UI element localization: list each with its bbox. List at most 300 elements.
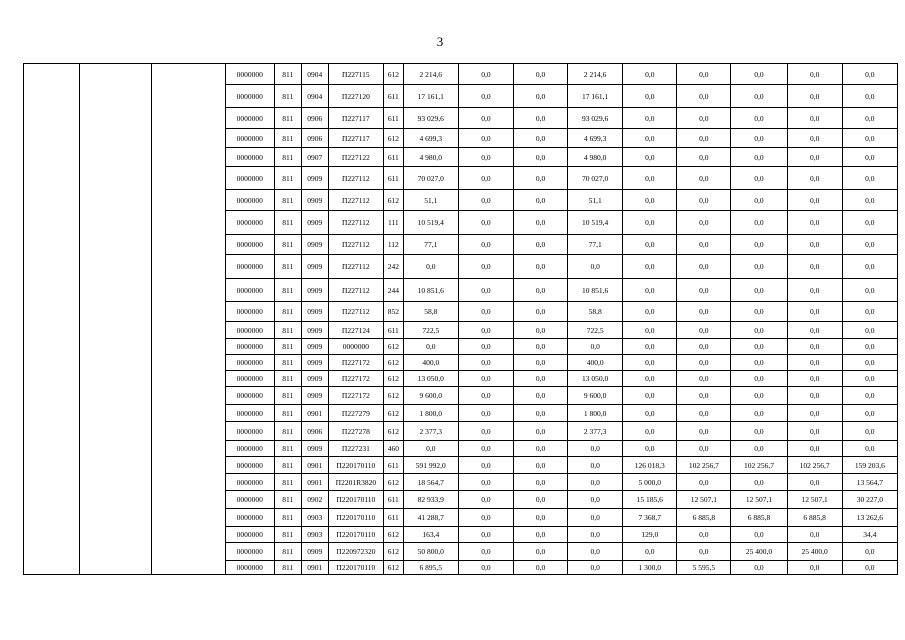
table-cell: 0909 xyxy=(301,235,328,255)
table-cell: 0,0 xyxy=(623,422,677,441)
table-cell: 0,0 xyxy=(677,211,731,235)
table-cell: 811 xyxy=(274,457,301,474)
table-cell: 0909 xyxy=(301,339,328,355)
table-cell: 0,0 xyxy=(842,322,897,339)
table-cell: 0,0 xyxy=(513,322,567,339)
table-cell: 0,0 xyxy=(787,255,842,279)
table-cell: 0,0 xyxy=(731,148,787,167)
table-cell: 0,0 xyxy=(458,527,513,543)
table-cell: 0,0 xyxy=(568,491,623,509)
table-cell: 0,0 xyxy=(677,85,731,108)
table-cell: 612 xyxy=(383,371,403,387)
table-cell: 0,0 xyxy=(731,108,787,129)
table-cell: 811 xyxy=(274,441,301,457)
table-cell: 30 227,0 xyxy=(842,491,897,509)
table-cell: 0,0 xyxy=(568,441,623,457)
table-cell: 0000000 xyxy=(225,387,274,405)
table-cell: 811 xyxy=(274,405,301,422)
table-cell: 0,0 xyxy=(787,422,842,441)
table-cell: 0,0 xyxy=(787,474,842,491)
table-cell: 0,0 xyxy=(842,302,897,322)
table-cell: 0,0 xyxy=(842,64,897,85)
table-cell: 13 262,6 xyxy=(842,509,897,527)
table-cell: 13 050,0 xyxy=(403,371,458,387)
table-cell: 0,0 xyxy=(731,474,787,491)
table-cell: 0,0 xyxy=(513,255,567,279)
table-cell: 0,0 xyxy=(787,190,842,211)
table-cell: 0,0 xyxy=(513,190,567,211)
table-cell: 0,0 xyxy=(458,509,513,527)
table-cell: 0,0 xyxy=(458,387,513,405)
table-cell: 0,0 xyxy=(458,339,513,355)
table-cell: 0,0 xyxy=(787,85,842,108)
blank-column-cell xyxy=(80,64,152,575)
table-cell: 722,5 xyxy=(568,322,623,339)
table-cell: 0901 xyxy=(301,457,328,474)
table-cell: 0906 xyxy=(301,129,328,148)
table-cell: 0,0 xyxy=(458,255,513,279)
table-cell: 0901 xyxy=(301,561,328,575)
table-cell: 0,0 xyxy=(677,355,731,371)
table-cell: П227172 xyxy=(328,355,383,371)
table-cell: 10 851,6 xyxy=(568,279,623,302)
table-cell: 12 507,1 xyxy=(787,491,842,509)
table-cell: 811 xyxy=(274,302,301,322)
table-cell: 0000000 xyxy=(225,211,274,235)
table-cell: 0909 xyxy=(301,322,328,339)
table-cell: 0,0 xyxy=(677,302,731,322)
table-cell: 0,0 xyxy=(787,211,842,235)
table-cell: 0,0 xyxy=(677,255,731,279)
table-cell: 0,0 xyxy=(731,85,787,108)
table-cell: 82 933,9 xyxy=(403,491,458,509)
table-cell: 0,0 xyxy=(787,302,842,322)
table-cell: 0,0 xyxy=(842,561,897,575)
table-cell: 611 xyxy=(383,108,403,129)
table-cell: 159 203,6 xyxy=(842,457,897,474)
table-cell: 0,0 xyxy=(842,355,897,371)
table-cell: 0909 xyxy=(301,190,328,211)
table-cell: 4 699,3 xyxy=(568,129,623,148)
table-cell: 0904 xyxy=(301,85,328,108)
table-cell: 0,0 xyxy=(458,190,513,211)
table-cell: 9 600,0 xyxy=(403,387,458,405)
table-cell: 612 xyxy=(383,561,403,575)
table-cell: 51,1 xyxy=(403,190,458,211)
table-cell: 0,0 xyxy=(623,108,677,129)
table-cell: 0000000 xyxy=(225,64,274,85)
table-cell: 0,0 xyxy=(623,339,677,355)
table-cell: 0000000 xyxy=(225,474,274,491)
table-cell: П227117 xyxy=(328,129,383,148)
table-cell: 70 027,0 xyxy=(568,167,623,190)
table-cell: П227124 xyxy=(328,322,383,339)
table-cell: 0901 xyxy=(301,474,328,491)
table-cell: 611 xyxy=(383,85,403,108)
table-cell: П227122 xyxy=(328,148,383,167)
table-cell: 0,0 xyxy=(787,322,842,339)
table-cell: 0904 xyxy=(301,64,328,85)
table-cell: 612 xyxy=(383,527,403,543)
table-cell: 0909 xyxy=(301,167,328,190)
table-cell: 0,0 xyxy=(458,64,513,85)
table-cell: 0,0 xyxy=(623,64,677,85)
table-cell: 0,0 xyxy=(677,441,731,457)
table-cell: 18 564,7 xyxy=(403,474,458,491)
table-cell: 0,0 xyxy=(403,339,458,355)
table-cell: 0000000 xyxy=(225,167,274,190)
table-cell: 0,0 xyxy=(568,339,623,355)
table-cell: П220972320 xyxy=(328,543,383,561)
table-cell: 126 018,3 xyxy=(623,457,677,474)
table-cell: П227112 xyxy=(328,279,383,302)
table-cell: 102 256,7 xyxy=(787,457,842,474)
table-cell: 0,0 xyxy=(677,129,731,148)
table-cell: П220170110 xyxy=(328,509,383,527)
table-cell: 612 xyxy=(383,405,403,422)
table-cell: 0000000 xyxy=(225,355,274,371)
table-cell: 0,0 xyxy=(731,441,787,457)
table-cell: 0,0 xyxy=(731,371,787,387)
table-cell: 591 992,0 xyxy=(403,457,458,474)
table-cell: 612 xyxy=(383,129,403,148)
table-cell: 0,0 xyxy=(677,279,731,302)
table-cell: 13 050,0 xyxy=(568,371,623,387)
table-cell: 0,0 xyxy=(623,543,677,561)
table-cell: 6 885,8 xyxy=(787,509,842,527)
table-cell: 0,0 xyxy=(787,405,842,422)
table-cell: 0909 xyxy=(301,441,328,457)
table-cell: П220170110 xyxy=(328,491,383,509)
table-cell: 0,0 xyxy=(513,129,567,148)
table-cell: 0909 xyxy=(301,371,328,387)
table-cell: 722,5 xyxy=(403,322,458,339)
table-cell: 0,0 xyxy=(731,339,787,355)
table-cell: 25 400,0 xyxy=(787,543,842,561)
table-cell: 0,0 xyxy=(513,527,567,543)
table-cell: 0000000 xyxy=(225,339,274,355)
table-cell: 0,0 xyxy=(623,211,677,235)
table-cell: 0,0 xyxy=(568,255,623,279)
table-cell: 0,0 xyxy=(787,167,842,190)
table-cell: 0,0 xyxy=(623,85,677,108)
table-cell: 0,0 xyxy=(458,302,513,322)
table-cell: 0,0 xyxy=(842,339,897,355)
table-cell: 0,0 xyxy=(787,339,842,355)
table-cell: 811 xyxy=(274,108,301,129)
table-cell: 0,0 xyxy=(623,148,677,167)
table-cell: 41 288,7 xyxy=(403,509,458,527)
table-cell: П227278 xyxy=(328,422,383,441)
table-cell: 0,0 xyxy=(842,422,897,441)
table-cell: 0,0 xyxy=(787,371,842,387)
table-cell: 612 xyxy=(383,474,403,491)
table-cell: 0,0 xyxy=(731,322,787,339)
table-cell: 5 595,5 xyxy=(677,561,731,575)
table-cell: 811 xyxy=(274,64,301,85)
table-cell: 0000000 xyxy=(328,339,383,355)
table-cell: 0,0 xyxy=(677,339,731,355)
table-cell: 0,0 xyxy=(403,441,458,457)
table-cell: 0,0 xyxy=(513,64,567,85)
table-cell: 0,0 xyxy=(458,167,513,190)
table-cell: 7 368,7 xyxy=(623,509,677,527)
table-cell: 811 xyxy=(274,322,301,339)
table-cell: 0909 xyxy=(301,387,328,405)
table-cell: 0000000 xyxy=(225,457,274,474)
table-cell: 0,0 xyxy=(787,355,842,371)
table-cell: 12 507,1 xyxy=(677,491,731,509)
table-cell: 0,0 xyxy=(458,422,513,441)
table-cell: 0,0 xyxy=(568,457,623,474)
table-cell: 0,0 xyxy=(458,279,513,302)
table-cell: 0,0 xyxy=(623,371,677,387)
table-cell: 13 564,7 xyxy=(842,474,897,491)
table-cell: 811 xyxy=(274,561,301,575)
table-cell: 0,0 xyxy=(458,148,513,167)
table-cell: 9 600,0 xyxy=(568,387,623,405)
table-cell: 0,0 xyxy=(513,355,567,371)
table-cell: 611 xyxy=(383,322,403,339)
table-cell: П227117 xyxy=(328,108,383,129)
table-cell: 0,0 xyxy=(513,491,567,509)
table-cell: 0902 xyxy=(301,491,328,509)
table-cell: 0906 xyxy=(301,422,328,441)
table-cell: 0,0 xyxy=(458,371,513,387)
table-cell: 2 214,6 xyxy=(568,64,623,85)
table-cell: 0000000 xyxy=(225,302,274,322)
table-cell: 0000000 xyxy=(225,371,274,387)
table-cell: 0,0 xyxy=(842,441,897,457)
table-cell: 1 300,0 xyxy=(623,561,677,575)
table-cell: 612 xyxy=(383,355,403,371)
table-cell: 0,0 xyxy=(842,405,897,422)
table-cell: 0,0 xyxy=(677,64,731,85)
table-cell: 612 xyxy=(383,64,403,85)
table-cell: 6 885,8 xyxy=(731,509,787,527)
table-cell: 811 xyxy=(274,339,301,355)
table-cell: 0,0 xyxy=(623,322,677,339)
table-cell: 0,0 xyxy=(842,129,897,148)
table-cell: 0,0 xyxy=(677,422,731,441)
table-cell: 0,0 xyxy=(513,561,567,575)
table-cell: 0,0 xyxy=(787,561,842,575)
blank-column-cell xyxy=(24,64,80,575)
table-cell: 58,8 xyxy=(568,302,623,322)
table-cell: 0000000 xyxy=(225,543,274,561)
table-cell: 2 377,3 xyxy=(403,422,458,441)
table-cell: 0909 xyxy=(301,255,328,279)
table-cell: 0909 xyxy=(301,302,328,322)
table-cell: 0,0 xyxy=(677,148,731,167)
table-cell: 0,0 xyxy=(458,355,513,371)
table-cell: 17 161,1 xyxy=(403,85,458,108)
table-cell: 0000000 xyxy=(225,441,274,457)
table-cell: 0,0 xyxy=(677,371,731,387)
table-cell: П227120 xyxy=(328,85,383,108)
table-cell: 0,0 xyxy=(458,457,513,474)
table-cell: 163,4 xyxy=(403,527,458,543)
table-cell: 0000000 xyxy=(225,190,274,211)
table-cell: 0,0 xyxy=(842,255,897,279)
table-cell: 0,0 xyxy=(513,387,567,405)
table-cell: 242 xyxy=(383,255,403,279)
table-cell: 2 377,3 xyxy=(568,422,623,441)
table-cell: 0,0 xyxy=(458,405,513,422)
table-cell: 0,0 xyxy=(623,355,677,371)
table-cell: 0,0 xyxy=(731,255,787,279)
table-cell: 0,0 xyxy=(403,255,458,279)
table-cell: 0,0 xyxy=(731,190,787,211)
table-cell: 0,0 xyxy=(513,405,567,422)
table-cell: 0,0 xyxy=(787,387,842,405)
table-cell: 6 895,5 xyxy=(403,561,458,575)
table-cell: 77,1 xyxy=(403,235,458,255)
table-cell: 0,0 xyxy=(787,64,842,85)
table-cell: П220170110 xyxy=(328,527,383,543)
table-cell: 0,0 xyxy=(513,211,567,235)
table-cell: 10 851,6 xyxy=(403,279,458,302)
table-cell: 611 xyxy=(383,509,403,527)
table-cell: 51,1 xyxy=(568,190,623,211)
table-cell: 111 xyxy=(383,211,403,235)
table-cell: 0,0 xyxy=(623,405,677,422)
table-cell: 0,0 xyxy=(458,474,513,491)
table-cell: 5 000,0 xyxy=(623,474,677,491)
table-cell: 0,0 xyxy=(842,543,897,561)
table-cell: 0,0 xyxy=(458,561,513,575)
table-cell: 0000000 xyxy=(225,235,274,255)
table-cell: 0,0 xyxy=(513,422,567,441)
table-cell: 0,0 xyxy=(731,129,787,148)
table-cell: 0,0 xyxy=(787,129,842,148)
table-cell: 811 xyxy=(274,235,301,255)
table-cell: 611 xyxy=(383,167,403,190)
table-cell: 102 256,7 xyxy=(677,457,731,474)
table-cell: 0,0 xyxy=(568,543,623,561)
table-cell: 811 xyxy=(274,422,301,441)
table-cell: 0,0 xyxy=(513,474,567,491)
table-cell: 612 xyxy=(383,422,403,441)
table-cell: 0,0 xyxy=(623,279,677,302)
table-cell: 0,0 xyxy=(677,108,731,129)
table-cell: 0,0 xyxy=(731,279,787,302)
table-cell: 0,0 xyxy=(568,527,623,543)
table-cell: 0,0 xyxy=(731,355,787,371)
table-cell: 0,0 xyxy=(677,322,731,339)
table-cell: П227231 xyxy=(328,441,383,457)
table-cell: 811 xyxy=(274,355,301,371)
table-cell: 0000000 xyxy=(225,527,274,543)
table-cell: 0,0 xyxy=(787,108,842,129)
table-cell: 0000000 xyxy=(225,561,274,575)
table-cell: 0909 xyxy=(301,543,328,561)
table-cell: 0,0 xyxy=(787,527,842,543)
table-cell: 70 027,0 xyxy=(403,167,458,190)
table-cell: 0,0 xyxy=(623,255,677,279)
table-cell: 0,0 xyxy=(787,441,842,457)
table-cell: 0,0 xyxy=(677,474,731,491)
budget-table xyxy=(23,63,898,575)
table-cell: 0,0 xyxy=(513,441,567,457)
table-cell: 0,0 xyxy=(731,405,787,422)
table-cell: 0,0 xyxy=(842,108,897,129)
table-cell: 10 519,4 xyxy=(568,211,623,235)
table-cell: 1 800,0 xyxy=(568,405,623,422)
table-cell: 15 185,6 xyxy=(623,491,677,509)
table-cell: 811 xyxy=(274,543,301,561)
table-cell: П2201R3820 xyxy=(328,474,383,491)
table-cell: 811 xyxy=(274,474,301,491)
table-cell: 12 507,1 xyxy=(731,491,787,509)
table-cell: 811 xyxy=(274,255,301,279)
table-cell: 460 xyxy=(383,441,403,457)
table-cell: 0000000 xyxy=(225,422,274,441)
table-cell: 2 214,6 xyxy=(403,64,458,85)
table-cell: 0,0 xyxy=(458,235,513,255)
table-cell: 0,0 xyxy=(513,167,567,190)
table-cell: П227112 xyxy=(328,302,383,322)
table-cell: 0,0 xyxy=(458,322,513,339)
table-cell: 811 xyxy=(274,148,301,167)
table-cell: П227112 xyxy=(328,235,383,255)
table-cell: 0,0 xyxy=(787,148,842,167)
table-cell: 0,0 xyxy=(458,85,513,108)
table-cell: 25 400,0 xyxy=(731,543,787,561)
blank-column-cell xyxy=(151,64,225,575)
table-cell: 612 xyxy=(383,339,403,355)
table-cell: 0,0 xyxy=(731,235,787,255)
table-cell: 0,0 xyxy=(731,211,787,235)
table-cell: 0,0 xyxy=(677,387,731,405)
table-cell: 0,0 xyxy=(513,371,567,387)
table-cell: 0901 xyxy=(301,405,328,422)
table-cell: 811 xyxy=(274,190,301,211)
table-cell: 0,0 xyxy=(513,543,567,561)
table-cell: 612 xyxy=(383,543,403,561)
table-cell: 0000000 xyxy=(225,279,274,302)
table-cell: 0000000 xyxy=(225,85,274,108)
table-cell: 93 029,6 xyxy=(568,108,623,129)
table-cell: 0000000 xyxy=(225,148,274,167)
table-cell: 0903 xyxy=(301,527,328,543)
table-cell: 0,0 xyxy=(731,167,787,190)
table-cell: П227112 xyxy=(328,167,383,190)
table-cell: 1 800,0 xyxy=(403,405,458,422)
table-cell: П227112 xyxy=(328,211,383,235)
table-cell: 0,0 xyxy=(513,339,567,355)
table-cell: П227112 xyxy=(328,190,383,211)
table-cell: 4 980,0 xyxy=(403,148,458,167)
table-cell: 811 xyxy=(274,279,301,302)
table-cell: 0,0 xyxy=(731,387,787,405)
table-cell: 0903 xyxy=(301,509,328,527)
table-cell: 0,0 xyxy=(677,527,731,543)
table-cell: 0906 xyxy=(301,108,328,129)
table-cell: 0,0 xyxy=(842,371,897,387)
table-cell: 0,0 xyxy=(677,405,731,422)
table-cell: 400,0 xyxy=(403,355,458,371)
table-cell: 112 xyxy=(383,235,403,255)
table-cell: 93 029,6 xyxy=(403,108,458,129)
table-cell: 811 xyxy=(274,491,301,509)
table-cell: 0,0 xyxy=(623,302,677,322)
table-cell: 77,1 xyxy=(568,235,623,255)
table-cell: 611 xyxy=(383,148,403,167)
table-cell: 811 xyxy=(274,509,301,527)
table-cell: 0,0 xyxy=(787,279,842,302)
table-cell: П227112 xyxy=(328,255,383,279)
